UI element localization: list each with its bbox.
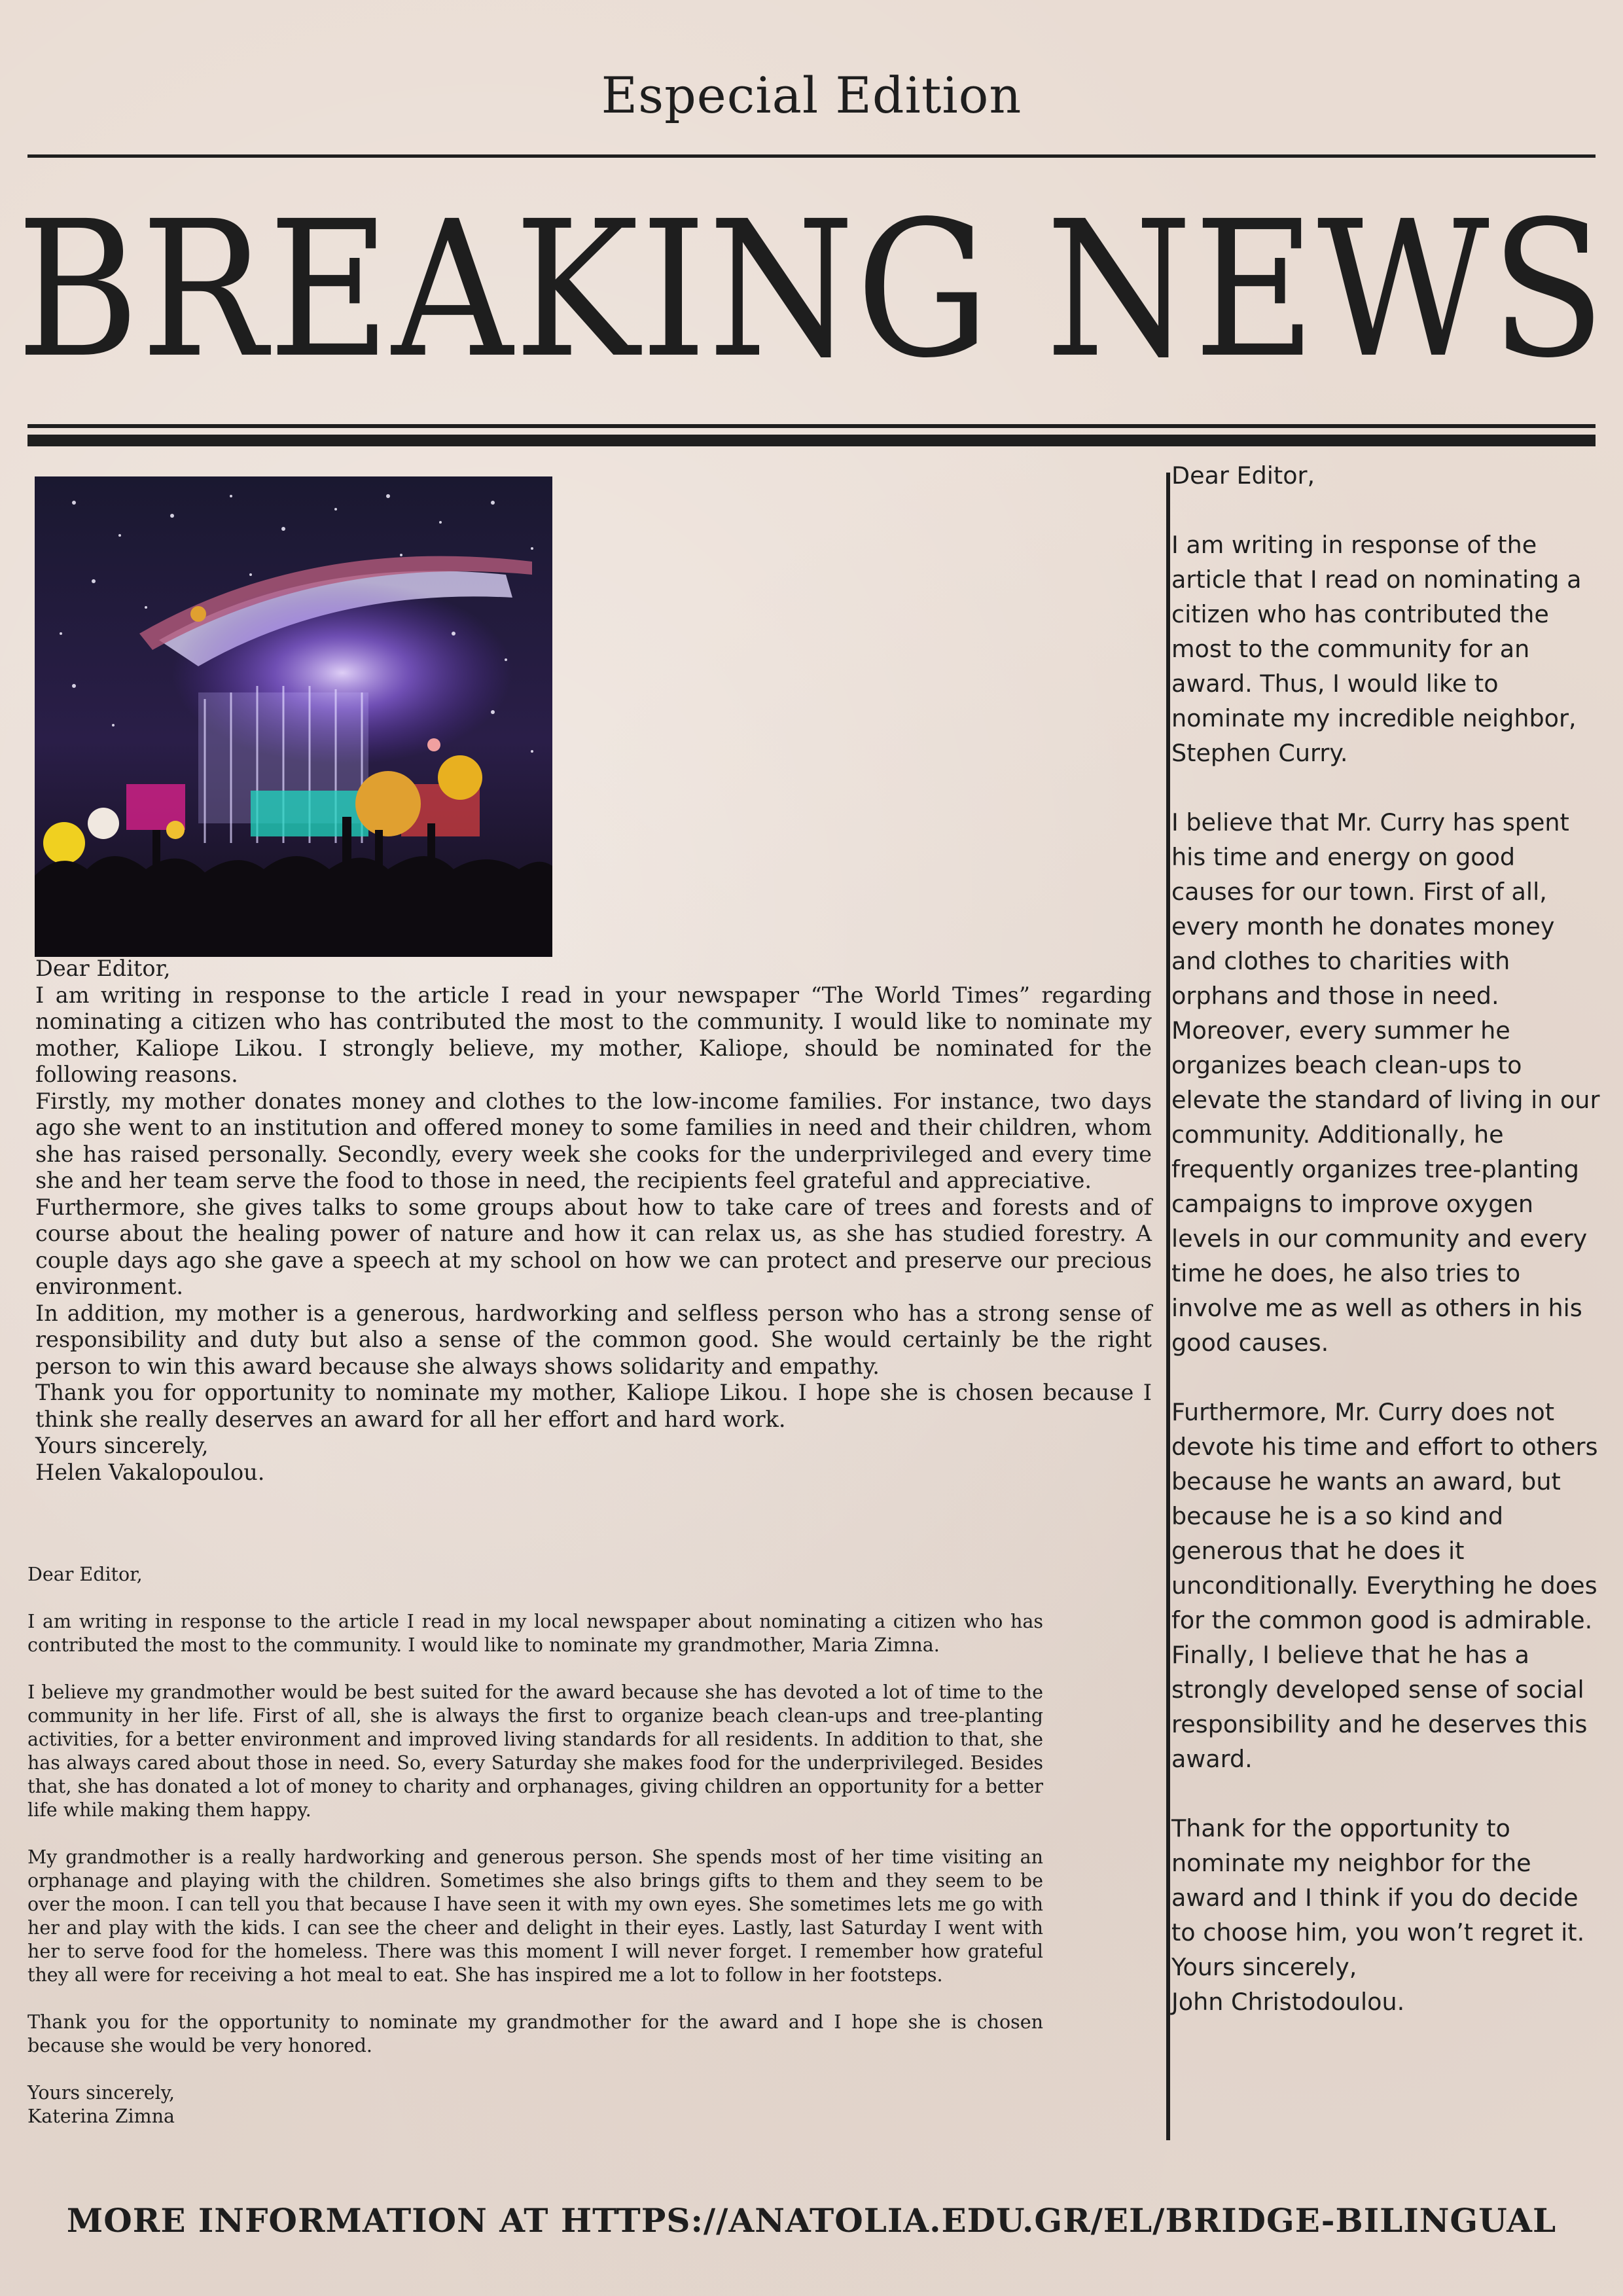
letter1-paragraph: Firstly, my mother donates money and clothes to the low-income families. For instance, two days ago she went to an institution and offered money to some families in need and their children, whom she has raised personally. Secondly, every week she cooks for the underprivileged and every time she and her team serve the food to those in need, the recipients feel grateful and appreciative. [35, 1088, 1152, 1193]
letter-kaliope-likou [35, 956, 1152, 1486]
letter2-signature: Katerina Zimna [27, 2106, 175, 2127]
letter1-salutation: Dear Editor, [35, 956, 171, 981]
headline: BREAKING NEWS [16, 181, 1607, 400]
letter-maria-zimna [27, 1563, 1043, 2128]
letter3-signature: John Christodoulou. [1171, 1988, 1405, 2016]
letter3-closing: Yours sincerely, [1171, 1953, 1357, 1981]
edition-label: Especial Edition [601, 66, 1022, 124]
letter2-paragraph: Thank you for the opportunity to nominate my grandmother for the award and I hope she is chosen because she would be very honored. [27, 2011, 1043, 2056]
headline-rule-thick [27, 435, 1596, 446]
letter1-paragraph: I am writing in response to the article I read in your newspaper “The World Times” regarding nominating a citizen who has contributed the most to the community. I would like to nominate my mother, Kaliope Likou. I strongly believe, my mother, Kaliope, should be nominated for the following reasons. [35, 982, 1152, 1087]
headline-rule-thin [27, 424, 1596, 428]
footer-link-text: MORE INFORMATION AT HTTPS://ANATOLIA.EDU.GR/EL/BRIDGE-BILINGUAL [66, 2201, 1557, 2240]
concert-photo-art [35, 476, 552, 957]
column-divider [1166, 473, 1170, 2140]
top-rule [27, 154, 1596, 158]
letter1-signature: Helen Vakalopoulou. [35, 1459, 265, 1485]
letter3-paragraph: I believe that Mr. Curry has spent his time and energy on good causes for our town. First of all, every month he donates money and clothes to charities with orphans and those in need. Moreover, every summer he organizes beach clean-ups to elevate the standard of living in our community. Additionally, he frequently organizes tree-planting campaigns to improve oxygen levels in our community and every time he does, he also tries to involve me as well as others in his good causes. [1171, 808, 1600, 1357]
letter-stephen-curry [1171, 458, 1603, 2019]
letter1-paragraph: In addition, my mother is a generous, hardworking and selfless person who has a strong sense of responsibility and duty but also a sense of the common good. She would certainly be the right person to win this award because she always shows solidarity and empathy. [35, 1300, 1152, 1379]
letter2-salutation: Dear Editor, [27, 1564, 143, 1585]
letter2-closing: Yours sincerely, [27, 2082, 175, 2104]
letter3-paragraph: Thank for the opportunity to nominate my neighbor for the award and I think if you do decide to choose him, you won’t regret it. [1171, 1814, 1585, 1946]
letter1-closing: Yours sincerely, [35, 1433, 209, 1458]
letter3-salutation: Dear Editor, [1171, 461, 1315, 490]
concert-crowd-photo [35, 476, 552, 957]
letter1-paragraph: Furthermore, she gives talks to some groups about how to take care of trees and forests and of course about the healing power of nature and how it can relax us, as she has studied forestry. A couple days ago she gave a speech at my school on how we can protect and preserve our precious environment. [35, 1194, 1152, 1299]
letter1-paragraph: Thank you for opportunity to nominate my mother, Kaliope Likou. I hope she is chosen because I think she really deserves an award for all her effort and hard work. [35, 1380, 1152, 1432]
letter2-paragraph: I am writing in response to the article I read in my local newspaper about nominating a citizen who has contributed the most to the community. I would like to nominate my grandmother, Maria Zimna. [27, 1611, 1043, 1656]
letter3-paragraph: I am writing in response of the article that I read on nominating a citizen who has contributed the most to the community for an award. Thus, I would like to nominate my incredible neighbor, Stephen Curry. [1171, 531, 1582, 767]
letter2-paragraph: My grandmother is a really hardworking and generous person. She spends most of her time visiting an orphanage and playing with the children. Sometimes she also brings gifts to them and they seem to be over the moon. I can tell you that because I have seen it with my own eyes. She sometimes lets me go with her and play with the kids. I can see the cheer and delight in their eyes. Lastly, last Saturday I went with her to serve food for the homeless. There was this moment I will never forget. I remember how grateful they all were for receiving a hot meal to eat. She has inspired me a lot to follow in her footsteps. [27, 1846, 1043, 1986]
letter3-paragraph: Furthermore, Mr. Curry does not devote his time and effort to others because he wants an award, but because he is a so kind and generous that he does it unconditionally. Everything he does for the common good is admirable. Finally, I believe that he has a strongly developed sense of social responsibility and he deserves this award. [1171, 1398, 1598, 1773]
letter2-paragraph: I believe my grandmother would be best suited for the award because she has devoted a lot of time to the community in her life. First of all, she is always the first to organize beach clean-ups and tree-planting activities, for a better environment and improved living standards for all residents. In addition to that, she has always cared about those in need. So, every Saturday she makes food for the underprivileged. Besides that, she has donated a lot of money to charity and orphanages, giving children an opportunity for a better life while making them happy. [27, 1681, 1043, 1821]
